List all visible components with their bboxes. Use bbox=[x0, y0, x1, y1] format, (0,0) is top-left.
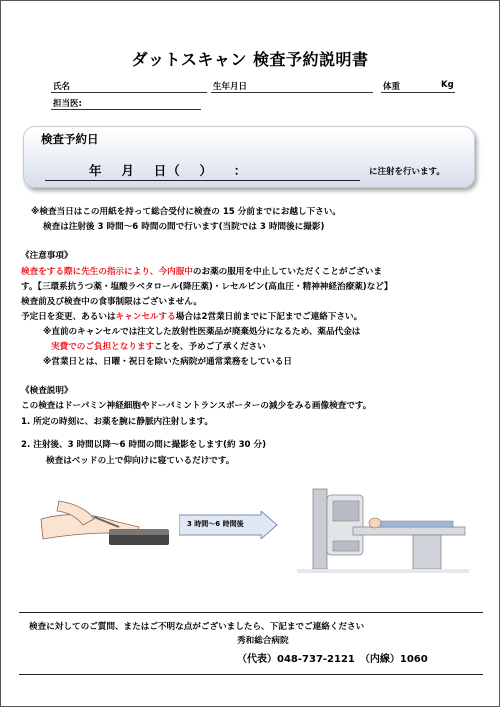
caution-line-4-a: 予定日を変更、あるいは bbox=[21, 312, 116, 322]
birth-date-label: 生年月日 bbox=[213, 82, 248, 92]
hospital-phone: （代表）048-737-2121 （内線）1060 bbox=[237, 654, 428, 665]
arm-rest-top bbox=[109, 529, 169, 535]
caution-line-4-red: キャンセルする bbox=[115, 312, 176, 322]
contact-top-rule bbox=[19, 612, 483, 613]
document-title: ダットスキャン 検査予約説明書 bbox=[131, 50, 369, 69]
explanation-line-2: 1. 所定の時刻に、お薬を腕に静脈内注射します。 bbox=[21, 417, 214, 427]
caution-line-6 bbox=[51, 340, 266, 352]
explanation-line-3: 2. 注射後、3 時間以降～6 時間の間に撮影をします(約 30 分) bbox=[21, 440, 267, 450]
reservation-tail: に注射を行います。 bbox=[369, 167, 445, 177]
caution-line-1 bbox=[21, 265, 382, 277]
detector-head-upper bbox=[333, 501, 359, 521]
caution-heading: 《注意事項》 bbox=[21, 251, 73, 261]
caution-line-2: す。【三環系抗うつ薬・塩酸ラベタロール(降圧薬)・レセルピン(高血圧・精神神経治療薬)など】 bbox=[21, 282, 393, 292]
bed-base bbox=[413, 535, 441, 569]
doctor-label: 担当医: bbox=[53, 99, 82, 109]
caution-line-4-b: 場合は2営業日前までに下記までご連絡下さい。 bbox=[175, 312, 363, 322]
contact-box bbox=[19, 612, 483, 676]
explanation-line-4: 検査はベッドの上で仰向けに寝ているだけです。 bbox=[46, 456, 235, 466]
weight-unit: Kg bbox=[441, 80, 454, 90]
doctor-underline bbox=[51, 109, 201, 110]
explanation-heading: 《検査説明》 bbox=[21, 386, 73, 396]
note-arrival: ※検査当日はこの用紙を持って総合受付に検査の 15 分前までにお越し下さい。 bbox=[31, 207, 341, 217]
caution-line-1-black: のお薬の服用を中止していただくことがございま bbox=[192, 267, 382, 277]
spect-scanner-illustration bbox=[293, 483, 473, 579]
name-label: 氏名 bbox=[53, 82, 71, 92]
caution-line-4 bbox=[21, 310, 362, 322]
floor bbox=[297, 569, 469, 573]
caution-line-3: 検査前及び検査中の食事制限はございません。 bbox=[21, 297, 202, 307]
reservation-heading: 検査予約日 bbox=[41, 132, 99, 146]
caution-line-6-red: 実費でのご負担となります bbox=[51, 342, 155, 352]
patient-bed bbox=[353, 527, 465, 535]
caution-line-1-red: 検査をする際に先生の指示により、今内服中 bbox=[21, 267, 193, 277]
patient-body bbox=[381, 521, 453, 527]
name-underline bbox=[51, 92, 207, 93]
time-arrow-label: 3 時間～6 時間後 bbox=[187, 520, 244, 528]
injection-illustration bbox=[39, 499, 179, 559]
birth-date-underline bbox=[211, 92, 373, 93]
caution-line-7: ※営業日とは、日曜・祝日を除いた病院が通常業務をしている日 bbox=[43, 357, 292, 367]
reservation-date-fields: 年 月 日（ ） ： bbox=[89, 163, 248, 178]
patient-head bbox=[369, 518, 381, 528]
note-timing: 検査は注射後 3 時間～6 時間の間で行います(当院では 3 時間後に撮影) bbox=[43, 222, 325, 232]
contact-bottom-rule bbox=[19, 674, 483, 675]
caution-line-6-black: ことを、予めご了承ください bbox=[154, 342, 266, 352]
scanner-gantry-left bbox=[313, 489, 327, 569]
hospital-name: 秀和総合病院 bbox=[237, 636, 289, 646]
explanation-line-1: この検査はドーパミン神経細胞やドーパミントランスポーターの減少をみる画像検査です。 bbox=[21, 401, 372, 411]
caution-line-5: ※直前のキャンセルでは注文した放射性医薬品が廃棄処分になるため、薬品代金は bbox=[43, 327, 361, 337]
reservation-date-underline bbox=[45, 180, 360, 181]
contact-inquiry: 検査に対してのご質問、またはご不明な点がございましたら、下記までご連絡ください bbox=[29, 622, 365, 632]
weight-underline bbox=[381, 92, 455, 93]
weight-label: 体重 bbox=[383, 82, 401, 92]
detector-head-lower bbox=[333, 541, 359, 551]
